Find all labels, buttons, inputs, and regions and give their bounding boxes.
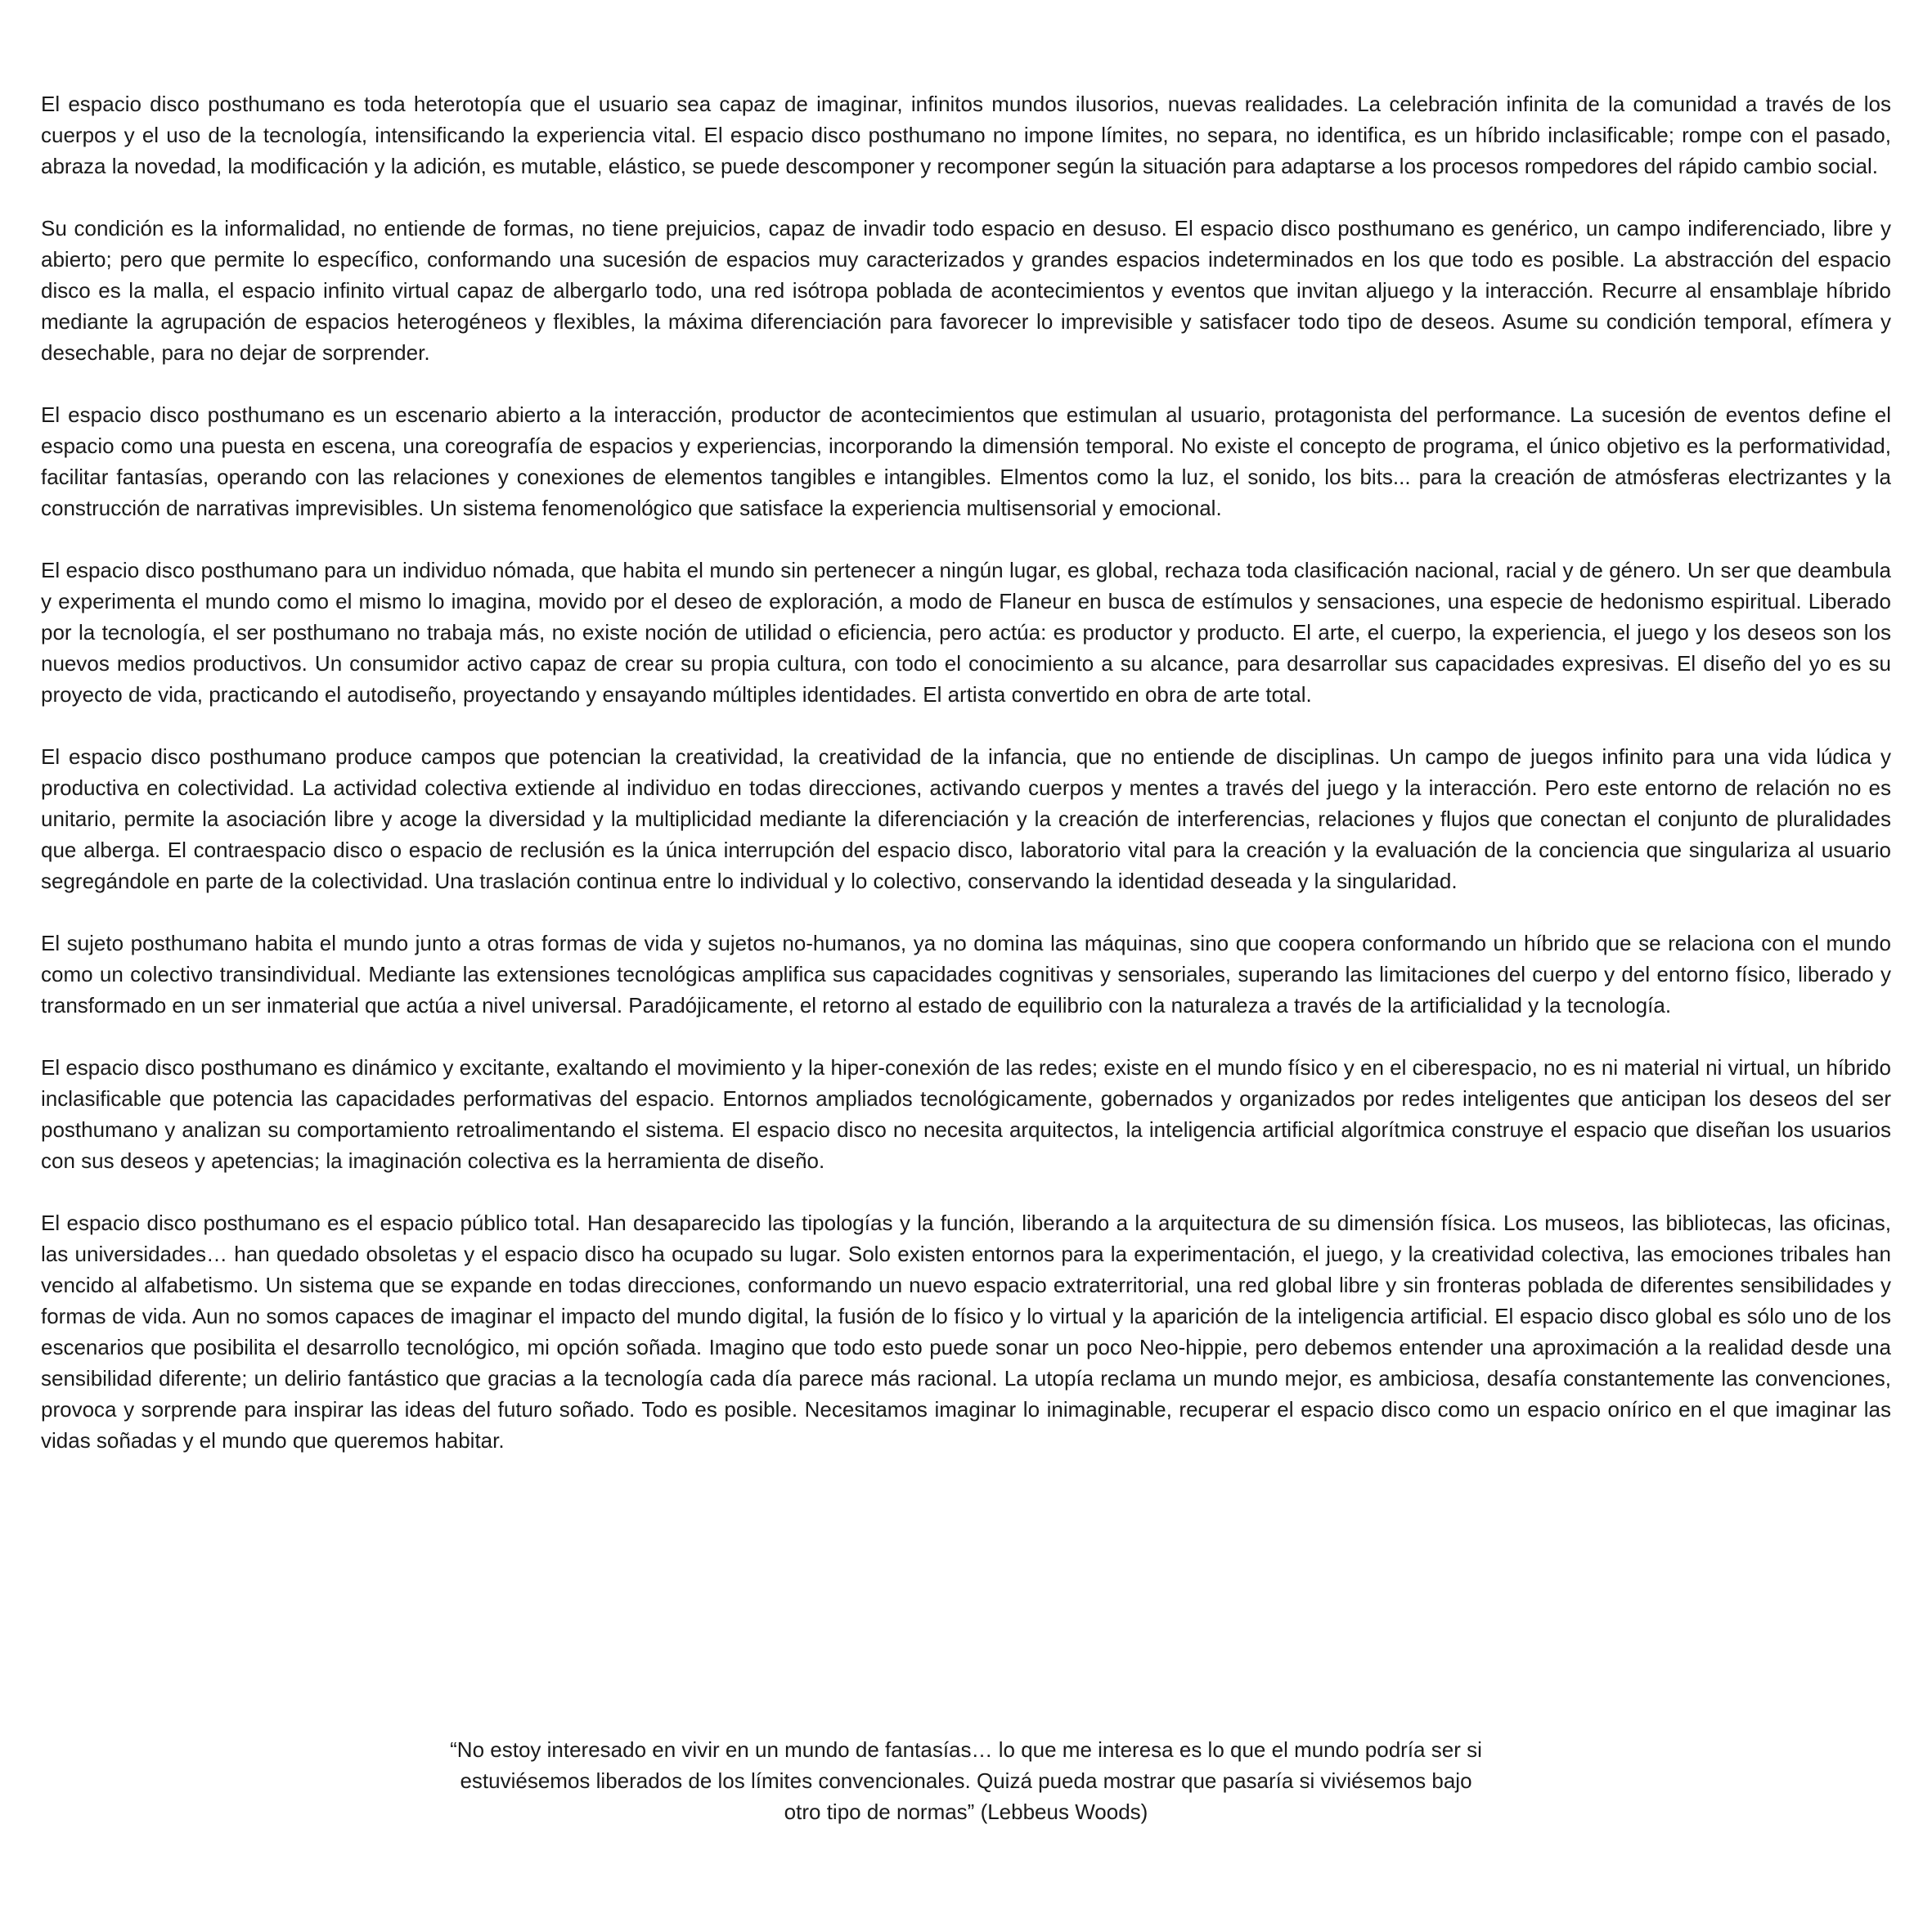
closing-quote: “No estoy interesado en vivir en un mundo de fantasías… lo que me interesa es lo que el mundo podría ser si estuviésemos liberados de los límites convencionales. Quizá pueda mostrar que pasaría si viviésemos bajo otro tipo de normas” (Lebbeus Woods) [450,1737,1482,1824]
document-body [41,88,1891,1487]
paragraph-5: El espacio disco posthumano produce campos que potencian la creatividad, la creatividad de la infancia, que no entiende de disciplinas. Un campo de juegos infinito para una vida lúdica y productiva en colectividad. La actividad colectiva extiende al individuo en todas direcciones, activando cuerpos y mentes a través del juego y la interacción. Pero este entorno de relación no es unitario, permite la asociación libre y acoge la diversidad y la multiplicidad mediante la diferenciación y la creación de interferencias, relaciones y flujos que conectan el conjunto de pluralidades que alberga. El contraespacio disco o espacio de reclusión es la única interrupción del espacio disco, laboratorio vital para la creación y la evaluación de la conciencia que singulariza al usuario segregándole en parte de la colectividad. Una traslación continua entre lo individual y lo colectivo, conservando la identidad deseada y la singularidad. [41,744,1891,893]
paragraph-8: El espacio disco posthumano es el espacio público total. Han desaparecido las tipologías y la función, liberando a la arquitectura de su dimensión física. Los museos, las bibliotecas, las oficinas, las universidades… han quedado obsoletas y el espacio disco ha ocupado su lugar. Solo existen entornos para la experimentación, el juego, y la creatividad colectiva, las emociones tribales han vencido al alfabetismo. Un sistema que se expande en todas direcciones, conformando un nuevo espacio extraterritorial, una red global libre y sin fronteras poblada de diferentes sensibilidades y formas de vida. Aun no somos capaces de imaginar el impacto del mundo digital, la fusión de lo físico y lo virtual y la aparición de la inteligencia artificial. El espacio disco global es sólo uno de los escenarios que posibilita el desarrollo tecnológico, mi opción soñada. Imagino que todo esto puede sonar un poco Neo-hippie, pero debemos entender una aproximación a la realidad desde una sensibilidad diferente; un delirio fantástico que gracias a la tecnología cada día parece más racional. La utopía reclama un mundo mejor, es ambiciosa, desafía constantemente las convenciones, provoca y sorprende para inspirar las ideas del futuro soñado. Todo es posible. Necesitamos imaginar lo inimaginable, recuperar el espacio disco como un espacio onírico en el que imaginar las vidas soñadas y el mundo que queremos habitar. [41,1211,1891,1453]
paragraph-1: El espacio disco posthumano es toda heterotopía que el usuario sea capaz de imaginar, infinitos mundos ilusorios, nuevas realidades. La celebración infinita de la comunidad a través de los cuerpos y el uso de la tecnología, intensificando la experiencia vital. El espacio disco posthumano no impone límites, no separa, no identifica, es un híbrido inclasificable; rompe con el pasado, abraza la novedad, la modificación y la adición, es mutable, elástico, se puede descomponer y recomponer según la situación para adaptarse a los procesos rompedores del rápido cambio social. [41,92,1891,178]
paragraph-7: El espacio disco posthumano es dinámico y excitante, exaltando el movimiento y la hiper-conexión de las redes; existe en el mundo físico y en el ciberespacio, no es ni material ni virtual, un híbrido inclasificable que potencia las capacidades performativas del espacio. Entornos ampliados tecnológicamente, gobernados y organizados por redes inteligentes que anticipan los deseos del ser posthumano y analizan su comportamiento retroalimentando el sistema. El espacio disco no necesita arquitectos, la inteligencia artificial algorítmica construye el espacio que diseñan los usuarios con sus deseos y apetencias; la imaginación colectiva es la herramienta de diseño. [41,1055,1891,1173]
paragraph-4: El espacio disco posthumano para un individuo nómada, que habita el mundo sin pertenecer a ningún lugar, es global, rechaza toda clasificación nacional, racial y de género. Un ser que deambula y experimenta el mundo como el mismo lo imagina, movido por el deseo de exploración, a modo de Flaneur en busca de estímulos y sensaciones, una especie de hedonismo espiritual. Liberado por la tecnología, el ser posthumano no trabaja más, no existe noción de utilidad o eficiencia, pero actúa: es productor y producto. El arte, el cuerpo, la experiencia, el juego y los deseos son los nuevos medios productivos. Un consumidor activo capaz de crear su propia cultura, con todo el conocimiento a su alcance, para desarrollar sus capacidades expresivas. El diseño del yo es su proyecto de vida, practicando el autodiseño, proyectando y ensayando múltiples identidades. El artista convertido en obra de arte total. [41,558,1891,707]
paragraph-2: Su condición es la informalidad, no entiende de formas, no tiene prejuicios, capaz de invadir todo espacio en desuso. El espacio disco posthumano es genérico, un campo indiferenciado, libre y abierto; pero que permite lo específico, conformando una sucesión de espacios muy caracterizados y grandes espacios indeterminados en los que todo es posible. La abstracción del espacio disco es la malla, el espacio infinito virtual capaz de albergarlo todo, una red isótropa poblada de acontecimientos y eventos que invitan aljuego y la interacción. Recurre al ensamblaje híbrido mediante la agrupación de espacios heterogéneos y flexibles, la máxima diferenciación para favorecer lo imprevisible y satisfacer todo tipo de deseos. Asume su condición temporal, efímera y desechable, para no dejar de sorprender. [41,216,1891,365]
paragraph-3: El espacio disco posthumano es un escenario abierto a la interacción, productor de acontecimientos que estimulan al usuario, protagonista del performance. La sucesión de eventos define el espacio como una puesta en escena, una coreografía de espacios y experiencias, incorporando la dimensión temporal. No existe el concepto de programa, el único objetivo es la performatividad, facilitar fantasías, operando con las relaciones y conexiones de elementos tangibles e intangibles. Elmentos como la luz, el sonido, los bits... para la creación de atmósferas electrizantes y la construcción de narrativas imprevisibles. Un sistema fenomenológico que satisface la experiencia multisensorial y emocional. [41,402,1891,520]
paragraph-6: El sujeto posthumano habita el mundo junto a otras formas de vida y sujetos no-humanos, ya no domina las máquinas, sino que coopera conformando un híbrido que se relaciona con el mundo como un colectivo transindividual. Mediante las extensiones tecnológicas amplifica sus capacidades cognitivas y sensoriales, superando las limitaciones del cuerpo y del entorno físico, liberado y transformado en un ser inmaterial que actúa a nivel universal. Paradójicamente, el retorno al estado de equilibrio con la naturaleza a través de la artificialidad y la tecnología. [41,931,1891,1018]
